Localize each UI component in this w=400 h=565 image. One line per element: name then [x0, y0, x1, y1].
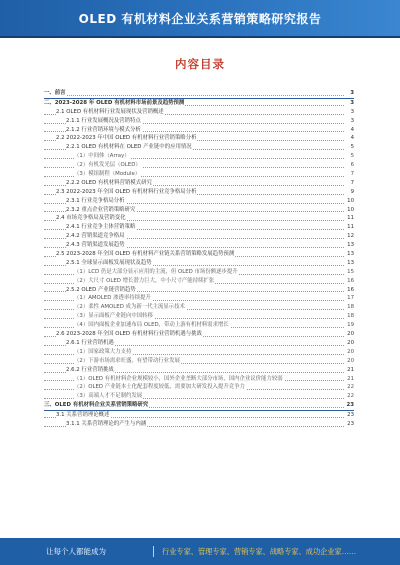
toc-entry-text: 2.5.1 全球显示面板发展现状及趋势 [66, 259, 152, 266]
toc-entry-text: 2.1.2 行业营销环境与模式分析 [66, 126, 141, 133]
toc-entry-text: 二、2023-2028 年 OLED 有机材料市场前景及趋势预测 [44, 99, 185, 106]
footer-roles: 行业专家、管理专家、营销专家、战略专家、成功企业家…… [162, 547, 357, 556]
toc-entry[interactable] [44, 366, 354, 375]
toc-page-number: 13 [347, 251, 354, 258]
toc-entry[interactable] [44, 411, 354, 420]
toc-entry-text: 2.4 市场竞争格局及营销变化 [56, 215, 126, 222]
toc-page-number: 12 [347, 233, 354, 240]
toc-entry-text: 2.2.2 OLED 有机材料营销模式研究 [66, 179, 152, 186]
toc-page-number: 11 [347, 215, 354, 222]
toc-entry[interactable] [44, 126, 354, 135]
footer-divider [153, 546, 154, 557]
toc-entry[interactable] [44, 232, 354, 241]
toc-entry-text: （3）高端人才不足制约发展 [74, 393, 143, 400]
toc-entry[interactable] [44, 286, 354, 295]
toc-page-number: 3 [350, 99, 354, 106]
toc-entry[interactable] [44, 268, 354, 277]
toc-entry-text: 2.4.3 营销渠道发展趋势 [66, 242, 125, 249]
toc-page-number: 23 [346, 402, 354, 409]
toc-entry[interactable] [44, 277, 354, 286]
toc-entry-text: 2.1.1 行业发展概况及营销特点 [66, 117, 141, 124]
toc-entry[interactable] [44, 392, 354, 401]
toc-page-number: 10 [347, 206, 354, 213]
toc-entry-text: （1）中间体（Array） [74, 153, 130, 160]
toc-page-number: 20 [347, 339, 354, 346]
report-header [0, 0, 400, 38]
toc-entry[interactable] [44, 321, 354, 330]
toc-entry[interactable] [44, 420, 354, 429]
toc-page-number: 5 [350, 153, 354, 160]
toc-entry-text: 2.5 2023-2028 年全国 OLED 有机材料产业链关系营销策略发展趋势预测 [56, 251, 235, 258]
toc-entry[interactable] [44, 197, 354, 206]
toc-page-number: 10 [347, 197, 354, 204]
toc-entry-text: 2.6.2 行业营销挑战 [66, 366, 114, 373]
toc-entry[interactable] [44, 383, 354, 392]
toc-entry-text: 一、前言 [44, 90, 66, 96]
toc-page-number: 22 [347, 393, 354, 400]
toc-entry[interactable] [44, 134, 354, 143]
toc-page-number: 16 [347, 277, 354, 284]
toc-entry[interactable] [44, 401, 354, 410]
toc-entry-text: 2.6 2023-2028 年全国 OLED 有机材料行业营销机遇与挑战 [56, 331, 202, 338]
toc-page-number: 16 [347, 286, 354, 293]
toc-entry-text: 2.6.1 行业营销机遇 [66, 339, 114, 346]
toc-entry[interactable] [44, 108, 354, 117]
toc-entry-text: （2）有机发光层（OLED） [74, 162, 141, 169]
toc-entry-text: （1）OLED 有机材料企业规模较小，国外企业垄断大部分市场，国内企业议价能力较弱 [74, 375, 283, 382]
toc-page-number: 20 [347, 331, 354, 338]
toc-page-number: 21 [347, 366, 354, 373]
toc-page-number: 22 [347, 384, 354, 391]
toc-page-number: 9 [350, 188, 354, 195]
toc-page-number: 3 [350, 90, 354, 96]
toc-entry[interactable] [44, 330, 354, 339]
toc-entry[interactable] [44, 117, 354, 126]
toc-page-number: 3 [350, 108, 354, 115]
toc-entry-text: 3.1.1 关系营销理论的产生与内涵 [66, 420, 147, 427]
toc-entry[interactable] [44, 241, 354, 250]
toc-entry-text: （2）柔性 AMOLED 成为新一代主流显示技术 [74, 304, 185, 311]
toc-page-number: 18 [347, 313, 354, 320]
toc-page-number: 7 [350, 179, 354, 186]
toc-page-number: 23 [347, 420, 354, 427]
toc-page-number: 4 [350, 135, 354, 142]
toc-entry[interactable] [44, 303, 354, 312]
toc-entry[interactable] [44, 294, 354, 303]
toc-page-number: 7 [350, 171, 354, 178]
report-title: OLED 有机材料企业关系营销策略研究报告 [78, 12, 322, 26]
footer-slogan: 让每个人都能成为 [46, 547, 106, 556]
header-accent-bar [0, 36, 400, 38]
toc-page-number: 15 [347, 268, 354, 275]
toc-page-number: 13 [347, 259, 354, 266]
toc-entry-text: （1）AMOLED 渗透率持续提升 [74, 295, 151, 302]
toc-page-number: 18 [347, 304, 354, 311]
toc-entry-text: 三、OLED 有机材料企业关系营销策略研究 [44, 402, 149, 409]
toc-entry-text: （2）大尺寸 OLED 增长潜力巨大，中小尺寸产能持续扩张 [74, 277, 215, 284]
toc-entry[interactable] [44, 357, 354, 366]
toc-entry[interactable] [44, 312, 354, 321]
toc-entry[interactable] [44, 250, 354, 259]
toc-page-number: 19 [347, 322, 354, 329]
toc-page-number: 17 [347, 295, 354, 302]
toc-page-number: 23 [347, 412, 354, 419]
toc-page-number: 13 [347, 242, 354, 249]
toc-entry-text: 2.3.1 行业竞争格局分析 [66, 197, 125, 204]
toc-page-number: 20 [347, 357, 354, 364]
table-of-contents [44, 89, 354, 429]
toc-title: 内容目录 [175, 57, 225, 71]
toc-entry[interactable] [44, 99, 354, 108]
toc-entry[interactable] [44, 259, 354, 268]
toc-entry-text: （1）国家政策大力支持 [74, 348, 132, 355]
toc-entry-text: 3.1 关系营销理论概述 [56, 412, 110, 419]
toc-page-number: 21 [347, 375, 354, 382]
toc-entry-text: （3）模组制程（Module） [74, 171, 141, 178]
toc-leader-dots [44, 95, 344, 96]
toc-page-number: 5 [350, 144, 354, 151]
toc-entry[interactable] [44, 152, 354, 161]
toc-entry-text: 2.1 OLED 有机材料行业发展现状及营销概述 [56, 108, 164, 115]
toc-entry-text: 2.2 2022-2023 年中国 OLED 有机材料行业营销策略分析 [56, 135, 197, 142]
toc-entry[interactable] [44, 223, 354, 232]
toc-entry[interactable] [44, 214, 354, 223]
toc-entry[interactable] [44, 206, 354, 215]
toc-entry[interactable] [44, 143, 354, 152]
toc-entry-text: 2.5.2 OLED 产业链营销趋势 [66, 286, 136, 293]
toc-page-number: 3 [350, 117, 354, 124]
toc-page-number: 11 [347, 224, 354, 231]
toc-entry[interactable] [44, 161, 354, 170]
toc-entry-text: （2）下游市场需求旺盛，有望带动行业发展 [74, 357, 180, 364]
footer-banner [0, 538, 400, 565]
toc-entry-text: 2.4.2 营销渠道竞争格局 [66, 233, 125, 240]
toc-entry[interactable] [44, 179, 354, 188]
toc-entry-text: （2）OLED 产业链本土化配套程度较低，需要加大研发投入提升竞争力 [74, 384, 245, 391]
toc-entry-text: （1）LCD 仍是大部分显示应用的主流，但 OLED 市场份额逐步提升 [74, 268, 238, 275]
toc-page-number: 20 [347, 348, 354, 355]
toc-entry-text: 2.3.2 重点企业营销策略研究 [66, 206, 136, 213]
toc-entry[interactable] [44, 170, 354, 179]
toc-entry-text: 2.3 2022-2023 年全国 OLED 有机材料行业竞争格局分析 [56, 188, 197, 195]
toc-entry-text: （4）国内面板企业加速布局 OLED，带动上游有机材料需求增长 [74, 322, 229, 329]
toc-entry-text: 2.4.1 行业竞争主体营销策略 [66, 224, 136, 231]
toc-entry-text: （3）显示面板产业链向中国转移 [74, 313, 153, 320]
toc-entry[interactable] [44, 339, 354, 348]
toc-entry[interactable] [44, 188, 354, 197]
toc-page-number: 4 [350, 126, 354, 133]
toc-page-number: 6 [350, 162, 354, 169]
toc-entry[interactable] [44, 375, 354, 384]
toc-entry-text: 2.2.1 OLED 有机材料在 OLED 产业链中的应用情况 [66, 144, 192, 151]
toc-entry[interactable] [44, 89, 354, 98]
toc-entry[interactable] [44, 348, 354, 357]
